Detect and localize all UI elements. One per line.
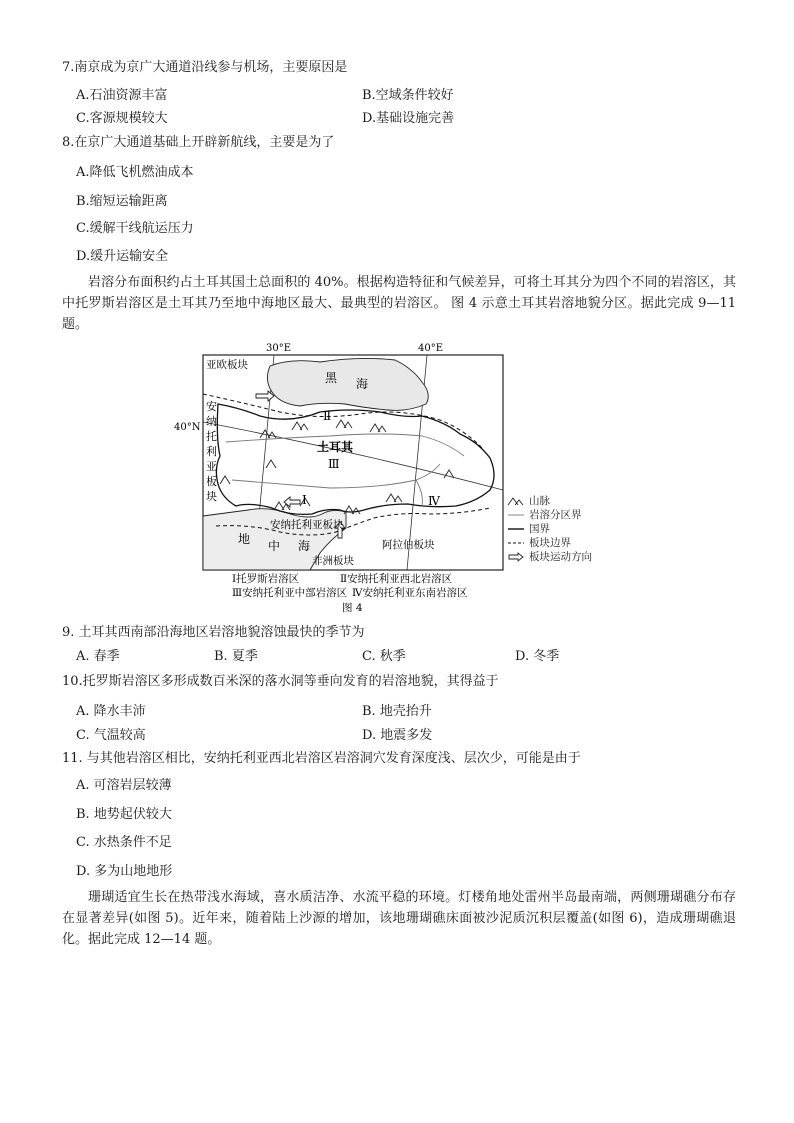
legend-row-plate-boundary: [507, 536, 627, 550]
q10-stem: 10.托罗斯岩溶区多形成数百米深的落水洞等垂向发育的岩溶地貌，其得益于: [62, 674, 499, 689]
q9-option-b: B. 夏季: [214, 649, 258, 664]
med-label-2: 中: [268, 539, 281, 553]
karst-boundary-icon: [507, 510, 525, 520]
q8-stem: 8.在京广大通道基础上开辟新航线，主要是为了: [62, 135, 335, 150]
med-label-3: 海: [298, 539, 311, 553]
legend-row-karst: [507, 508, 627, 522]
svg-text:安: 安: [206, 400, 217, 413]
q7-stem: 7.南京成为京广大通道沿线参与机场，主要原因是: [62, 60, 348, 75]
q10-option-d: D. 地震多发: [362, 728, 433, 743]
turkey-label: 土耳其: [317, 440, 354, 454]
q7-option-b: B.空域条件较好: [362, 88, 454, 103]
legend-row-plate-motion: [507, 550, 627, 564]
q10-option-c: C. 气温较高: [76, 728, 146, 743]
plate-boundary-icon: [507, 538, 525, 548]
legend-plate-motion-text: 板块运动方向: [529, 551, 592, 563]
legend-row-border: [507, 522, 627, 536]
caption-zone-4: Ⅳ安纳托利亚东南岩溶区: [352, 587, 468, 599]
q9-option-c: C. 秋季: [362, 649, 406, 664]
legend-karst-text: 岩溶分区界: [529, 509, 582, 521]
q10-option-b: B. 地壳抬升: [362, 704, 432, 719]
zone-2-label: Ⅱ: [323, 409, 332, 423]
svg-text:板: 板: [206, 475, 217, 488]
caption-zone-1: Ⅰ托罗斯岩溶区: [232, 573, 300, 585]
arabian-plate-label: 阿拉伯板块: [382, 539, 435, 551]
zone-1-label: Ⅰ: [302, 493, 307, 507]
zone-3-label: Ⅲ: [328, 457, 340, 471]
svg-text:亚: 亚: [206, 460, 217, 473]
intro-paragraph-12-14: 珊瑚适宜生长在热带浅水海域，喜水质洁净、水流平稳的环境。灯楼角地处雷州半岛最南端，两侧珊瑚礁分布存在显著差异(如图 5)。近年来，随着陆上沙源的增加，该地珊瑚礁床面被沙泥质沉积层覆盖(如图 6)，造成珊瑚礁退化。据此完成 12—14 题。: [62, 890, 736, 947]
anatolian-plate-vertical-label: [206, 399, 217, 503]
arrow-icon: [507, 552, 525, 562]
legend-panel: [507, 494, 627, 564]
legend-plate-boundary-text: 板块边界: [529, 537, 571, 549]
q7-option-c: C.客源规模较大: [76, 111, 168, 126]
svg-text:托: 托: [206, 430, 217, 443]
q10-option-a: A. 降水丰沛: [76, 704, 146, 719]
q7-option-a: A.石油资源丰富: [76, 88, 168, 103]
q8-option-a: A.降低飞机燃油成本: [76, 165, 194, 180]
african-plate-label: 非洲板块: [312, 555, 354, 567]
lat-40n-label: 40°N: [174, 422, 201, 433]
q8-option-b: B.缩短运输距离: [76, 194, 168, 209]
q9-option-a: A. 春季: [76, 649, 120, 664]
q11-stem: 11. 与其他岩溶区相比，安纳托利亚西北岩溶区岩溶洞穴发育深度浅、层次少，可能是由于: [62, 751, 581, 766]
q11-option-d: D. 多为山地地形: [76, 864, 173, 879]
svg-text:块: 块: [206, 490, 217, 503]
lon-40e-label: 40°E: [418, 343, 444, 354]
q8-option-d: D.缓升运输安全: [76, 249, 169, 264]
svg-text:利: 利: [206, 445, 217, 458]
zone-4-label: Ⅳ: [428, 494, 440, 508]
caption-zone-2: Ⅱ安纳托利亚西北岩溶区: [340, 573, 453, 585]
svg-text:纳: 纳: [206, 415, 217, 428]
q7-option-d: D.基础设施完善: [362, 111, 455, 126]
q11-option-a: A. 可溶岩层较薄: [76, 778, 172, 793]
legend-row-mountain: [507, 494, 627, 508]
mountain-icon: [507, 496, 525, 506]
q11-option-c: C. 水热条件不足: [76, 835, 172, 850]
figure-4-number: 图 4: [342, 602, 363, 614]
black-sea-label-1: 黑: [325, 371, 338, 385]
q9-stem: 9. 土耳其西南部沿海地区岩溶地貌溶蚀最快的季节为: [62, 625, 365, 640]
caption-zone-3: Ⅲ安纳托利亚中部岩溶区: [232, 587, 348, 599]
black-sea: [267, 358, 428, 410]
eurasian-plate-label: 亚欧板块: [206, 359, 248, 371]
border-icon: [507, 524, 525, 534]
legend-border-text: 国界: [529, 523, 550, 535]
lon-30e-label: 30°E: [266, 343, 292, 354]
q9-option-d: D. 冬季: [515, 649, 560, 664]
q8-option-c: C.缓解干线航运压力: [76, 221, 194, 236]
figure-4-map: [160, 338, 520, 616]
q11-option-b: B. 地势起伏较大: [76, 807, 172, 822]
med-label-1: 地: [238, 532, 251, 546]
anatolian-plate-label: 安纳托利亚板块: [270, 519, 344, 531]
legend-mountain-text: 山脉: [529, 495, 550, 507]
black-sea-label-2: 海: [356, 377, 369, 391]
intro-paragraph-9-11: 岩溶分布面积约占土耳其国土总面积的 40%。根据构造特征和气候差异，可将土耳其分为四个不同的岩溶区，其中托罗斯岩溶区是土耳其乃至地中海地区最大、最典型的岩溶区。 图 4 示意土耳其岩溶地貌分区。据此完成 9—11 题。: [62, 275, 736, 332]
